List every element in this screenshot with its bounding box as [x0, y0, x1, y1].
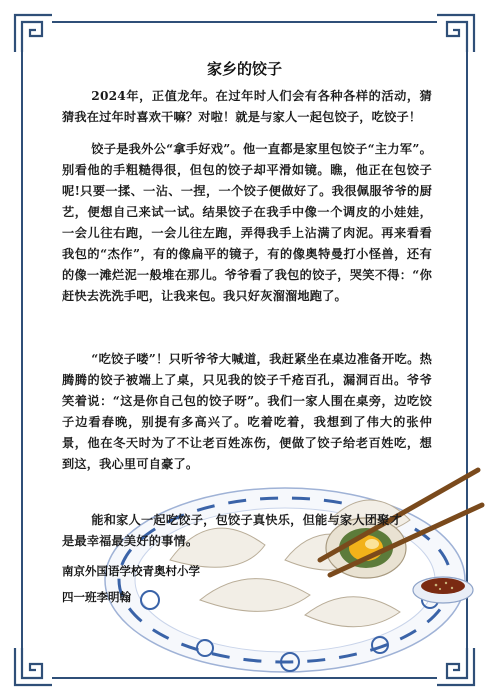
essay-paragraph-4: 能和家人一起吃饺子，包饺子真快乐，但能与家人团聚才是最幸福最美好的事情。	[62, 513, 402, 548]
essay-paragraph-1: 2024年，正值龙年。在过年时人们会有各种各样的活动，猜猜我在过年时喜欢干嘛？对啦！就是与家人一起包饺子，吃饺子！	[62, 89, 432, 124]
school-name: 南京外国语学校青奥村小学	[62, 564, 200, 578]
essay-paragraph-3: “吃饺子喽”！只听爷爷大喊道，我赶紧坐在桌边准备开吃。热腾腾的饺子被端上了桌，只见我的饺子千疮百孔，漏洞百出。爷爷笑着说：“这是你自己包的饺子呀”。我们一家人围在桌旁，边吃饺子边看春晚，别提有多高兴了。吃着吃着，我想到了伟大的张仲景，他在冬天时为了不让老百姓冻伤，便做了饺子给老百姓吃，想到这，我心里可自豪了。	[62, 352, 432, 471]
essay-title: 家乡的饺子	[206, 60, 282, 78]
author-name: 四一班李明翰	[62, 590, 131, 604]
essay-paragraph-2: 饺子是我外公“拿手好戏”。他一直都是家里包饺子“主力军”。别看他的手粗糙得很，但包的饺子却平滑如镜。瞧，他正在包饺子呢!只要一揉、一沾、一捏，一个饺子便做好了。我很佩服爷爷的厨艺，便想自己来试一试。结果饺子在我手中像一个调皮的小娃娃，一会儿往右跑，一会儿往左跑，弄得我手上沾满了肉泥。再来看看我包的“杰作”，有的像扁平的镜子，有的像奥特曼打小怪兽，还有的像一滩烂泥一般堆在那儿。爷爷看了我包的饺子，哭笑不得：“你赶快去洗洗手吧，让我来包。我只好灰溜溜地跑了。	[62, 142, 432, 303]
